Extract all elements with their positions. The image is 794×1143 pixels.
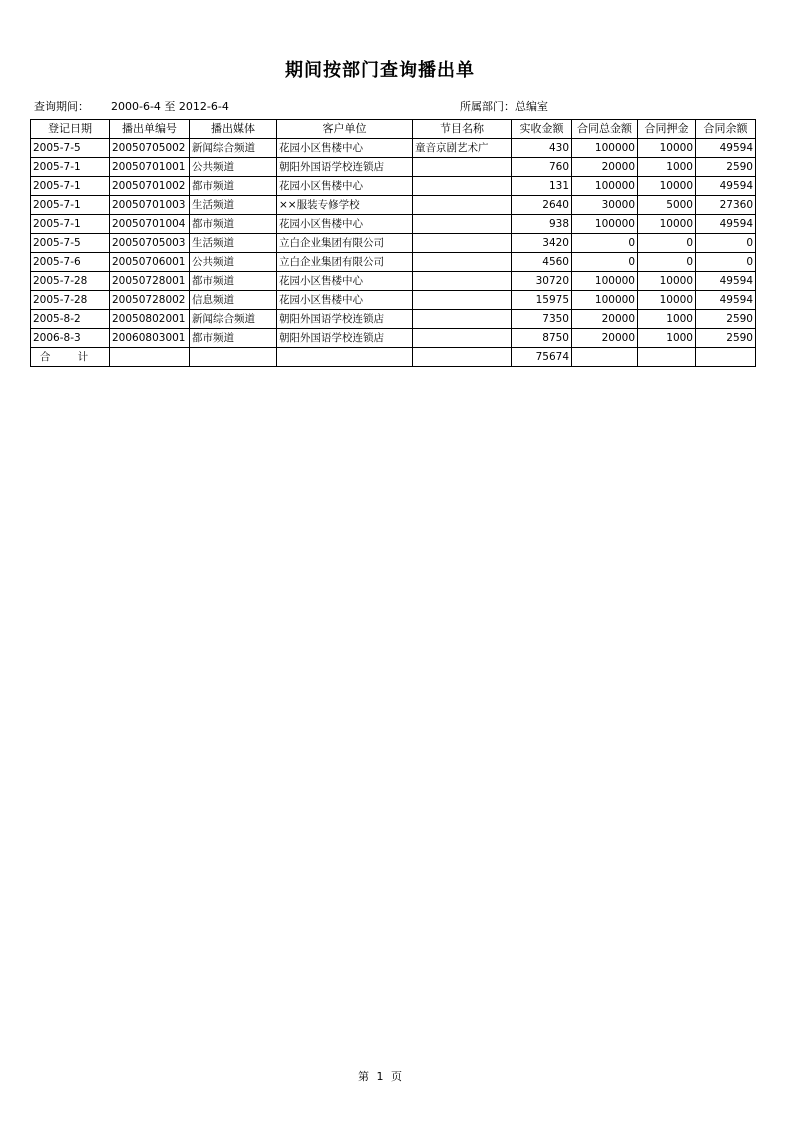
cell-contract-deposit: 10000 <box>638 139 696 158</box>
total-empty-cell <box>190 348 277 367</box>
cell-contract-balance: 0 <box>696 253 756 272</box>
cell-program <box>413 158 512 177</box>
table-row <box>31 196 756 215</box>
cell-contract-deposit: 1000 <box>638 329 696 348</box>
cell-client: 花园小区售楼中心 <box>277 177 413 196</box>
col-header-register-date: 登记日期 <box>31 120 110 139</box>
total-empty-cell <box>277 348 413 367</box>
cell-contract-deposit: 1000 <box>638 310 696 329</box>
cell-media: 公共频道 <box>190 253 277 272</box>
cell-contract-deposit: 1000 <box>638 158 696 177</box>
cell-order-number: 20050701004 <box>110 215 190 234</box>
broadcast-report-table <box>30 119 756 367</box>
total-empty-cell <box>110 348 190 367</box>
query-period-label: 查询期间： <box>34 100 89 113</box>
total-received-amount: 75674 <box>512 348 572 367</box>
cell-received-amount: 30720 <box>512 272 572 291</box>
cell-register-date: 2005-7-6 <box>31 253 110 272</box>
cell-register-date: 2005-7-5 <box>31 234 110 253</box>
cell-register-date: 2005-7-28 <box>31 291 110 310</box>
cell-contract-total: 20000 <box>572 158 638 177</box>
table-row <box>31 310 756 329</box>
cell-received-amount: 8750 <box>512 329 572 348</box>
cell-media: 新闻综合频道 <box>190 139 277 158</box>
cell-order-number: 20050705002 <box>110 139 190 158</box>
cell-order-number: 20050701001 <box>110 158 190 177</box>
col-header-client: 客户单位 <box>277 120 413 139</box>
cell-client: 花园小区售楼中心 <box>277 272 413 291</box>
cell-program <box>413 310 512 329</box>
page-number: 第 1 页 <box>358 1070 402 1083</box>
cell-received-amount: 2640 <box>512 196 572 215</box>
cell-register-date: 2005-7-1 <box>31 158 110 177</box>
cell-contract-deposit: 10000 <box>638 215 696 234</box>
cell-contract-deposit: 0 <box>638 253 696 272</box>
table-row <box>31 291 756 310</box>
cell-client: 朝阳外国语学校连锁店 <box>277 329 413 348</box>
cell-media: 生活频道 <box>190 196 277 215</box>
total-empty-cell <box>638 348 696 367</box>
table-row <box>31 139 756 158</box>
cell-contract-total: 30000 <box>572 196 638 215</box>
table-row <box>31 329 756 348</box>
total-empty-cell <box>696 348 756 367</box>
cell-register-date: 2005-8-2 <box>31 310 110 329</box>
cell-contract-total: 20000 <box>572 310 638 329</box>
table-row <box>31 158 756 177</box>
cell-client: 花园小区售楼中心 <box>277 291 413 310</box>
col-header-contract-balance: 合同余额 <box>696 120 756 139</box>
table-row <box>31 253 756 272</box>
cell-received-amount: 15975 <box>512 291 572 310</box>
col-header-received-amount: 实收金额 <box>512 120 572 139</box>
cell-contract-balance: 2590 <box>696 329 756 348</box>
cell-contract-deposit: 10000 <box>638 272 696 291</box>
cell-program <box>413 291 512 310</box>
cell-program <box>413 234 512 253</box>
cell-client: 立白企业集团有限公司 <box>277 234 413 253</box>
table-header-row <box>31 120 756 139</box>
cell-received-amount: 938 <box>512 215 572 234</box>
cell-register-date: 2005-7-5 <box>31 139 110 158</box>
cell-client: 立白企业集团有限公司 <box>277 253 413 272</box>
table-row <box>31 272 756 291</box>
cell-client: 朝阳外国语学校连锁店 <box>277 310 413 329</box>
cell-register-date: 2006-8-3 <box>31 329 110 348</box>
cell-contract-total: 100000 <box>572 272 638 291</box>
cell-order-number: 20050705003 <box>110 234 190 253</box>
cell-received-amount: 430 <box>512 139 572 158</box>
cell-received-amount: 760 <box>512 158 572 177</box>
cell-order-number: 20050728002 <box>110 291 190 310</box>
cell-order-number: 20050701003 <box>110 196 190 215</box>
col-header-contract-total: 合同总金额 <box>572 120 638 139</box>
report-title: 期间按部门查询播出单 <box>285 60 475 81</box>
cell-contract-balance: 2590 <box>696 310 756 329</box>
cell-contract-total: 0 <box>572 234 638 253</box>
cell-media: 生活频道 <box>190 234 277 253</box>
cell-media: 信息频道 <box>190 291 277 310</box>
cell-contract-deposit: 0 <box>638 234 696 253</box>
cell-contract-balance: 0 <box>696 234 756 253</box>
cell-contract-total: 100000 <box>572 215 638 234</box>
cell-order-number: 20050728001 <box>110 272 190 291</box>
cell-contract-balance: 49594 <box>696 139 756 158</box>
cell-client: 花园小区售楼中心 <box>277 215 413 234</box>
total-row <box>31 348 756 367</box>
col-header-order-number: 播出单编号 <box>110 120 190 139</box>
cell-order-number: 20050802001 <box>110 310 190 329</box>
col-header-program: 节目名称 <box>413 120 512 139</box>
cell-program <box>413 215 512 234</box>
cell-contract-balance: 49594 <box>696 215 756 234</box>
cell-media: 都市频道 <box>190 272 277 291</box>
cell-contract-total: 100000 <box>572 177 638 196</box>
cell-contract-deposit: 5000 <box>638 196 696 215</box>
cell-media: 都市频道 <box>190 215 277 234</box>
cell-media: 都市频道 <box>190 329 277 348</box>
cell-received-amount: 7350 <box>512 310 572 329</box>
cell-client: ××服装专修学校 <box>277 196 413 215</box>
table-row <box>31 215 756 234</box>
cell-client: 朝阳外国语学校连锁店 <box>277 158 413 177</box>
cell-contract-balance: 49594 <box>696 272 756 291</box>
cell-contract-deposit: 10000 <box>638 291 696 310</box>
department-value: 总编室 <box>515 100 548 113</box>
cell-register-date: 2005-7-1 <box>31 196 110 215</box>
cell-media: 新闻综合频道 <box>190 310 277 329</box>
cell-media: 都市频道 <box>190 177 277 196</box>
total-label: 合 计 <box>31 348 110 367</box>
table-row <box>31 234 756 253</box>
total-empty-cell <box>413 348 512 367</box>
table-row <box>31 177 756 196</box>
cell-order-number: 20050706001 <box>110 253 190 272</box>
cell-register-date: 2005-7-1 <box>31 177 110 196</box>
cell-order-number: 20060803001 <box>110 329 190 348</box>
cell-received-amount: 3420 <box>512 234 572 253</box>
cell-register-date: 2005-7-1 <box>31 215 110 234</box>
cell-contract-total: 20000 <box>572 329 638 348</box>
cell-contract-balance: 27360 <box>696 196 756 215</box>
cell-contract-total: 100000 <box>572 139 638 158</box>
cell-program <box>413 272 512 291</box>
department-label: 所属部门： <box>460 100 515 113</box>
table-body <box>31 139 756 348</box>
cell-received-amount: 131 <box>512 177 572 196</box>
cell-received-amount: 4560 <box>512 253 572 272</box>
cell-contract-balance: 49594 <box>696 177 756 196</box>
cell-contract-deposit: 10000 <box>638 177 696 196</box>
cell-contract-total: 100000 <box>572 291 638 310</box>
cell-program <box>413 196 512 215</box>
query-period-range: 2000-6-4 至 2012-6-4 <box>111 100 229 113</box>
cell-client: 花园小区售楼中心 <box>277 139 413 158</box>
cell-order-number: 20050701002 <box>110 177 190 196</box>
query-department <box>460 98 548 114</box>
cell-program <box>413 177 512 196</box>
total-empty-cell <box>572 348 638 367</box>
cell-register-date: 2005-7-28 <box>31 272 110 291</box>
cell-program <box>413 253 512 272</box>
cell-contract-balance: 49594 <box>696 291 756 310</box>
cell-media: 公共频道 <box>190 158 277 177</box>
cell-contract-total: 0 <box>572 253 638 272</box>
cell-program <box>413 329 512 348</box>
col-header-contract-deposit: 合同押金 <box>638 120 696 139</box>
col-header-media: 播出媒体 <box>190 120 277 139</box>
cell-program: 童音京剧艺术广 <box>413 139 512 158</box>
cell-contract-balance: 2590 <box>696 158 756 177</box>
